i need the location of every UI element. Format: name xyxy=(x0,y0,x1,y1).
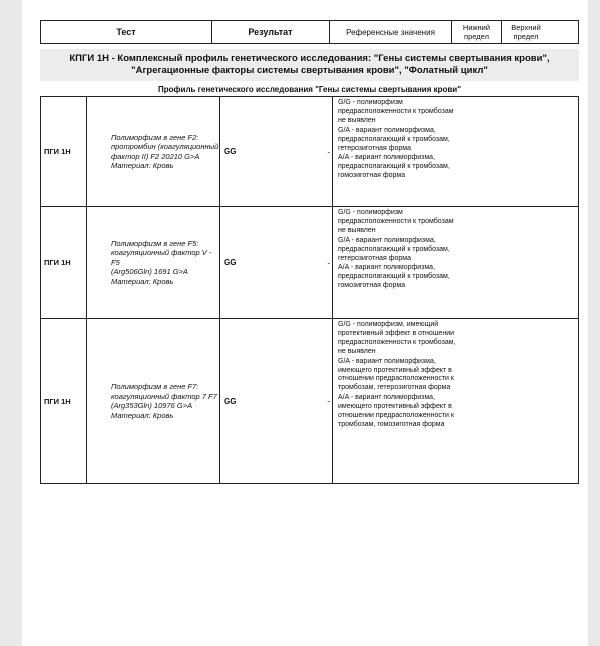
test-line: коагуляционный фактор V - F5 xyxy=(111,248,212,267)
table-row xyxy=(41,319,578,483)
result-dash: - xyxy=(327,258,330,267)
table-row xyxy=(41,207,578,319)
reference-item: G/G - полиморфизм, имеющий протективный эффект в отношении предрасположенности к тромбозам, не выявлен xyxy=(338,321,456,355)
section-title-line2: "Агрегационные факторы системы свертывания крови", "Фолатный цикл" xyxy=(131,65,488,76)
test-line: протромбин (коагуляционный xyxy=(111,142,219,151)
reference-item: G/A - вариант полиморфизма, предрасполагающий к тромбозам, гетерозиготная форма xyxy=(338,236,450,262)
header-reference: Референсные значения xyxy=(330,21,452,43)
result-dash: - xyxy=(327,396,330,406)
reference-item: A/A - вариант полиморфизма, имеющего протективный эффект в отношении предрасположенности к тромбозам, гомозиготная форма xyxy=(338,394,454,428)
header-test: Тест xyxy=(41,21,212,43)
test-line: Полиморфизм в гене F2: xyxy=(111,132,199,142)
profile-subtitle: Профиль генетического исследования "Гены системы свертывания крови" xyxy=(158,85,461,94)
result-cell xyxy=(220,319,333,483)
test-line: коагуляционный фактор 7 F7 xyxy=(111,391,217,401)
test-description xyxy=(87,319,220,483)
header-lower: Нижний предел xyxy=(452,21,502,43)
test-description xyxy=(87,207,220,318)
reference-item: G/G - полиморфизм предрасположенности к тромбозам не выявлен xyxy=(338,99,454,124)
test-code: ПГИ 1Н xyxy=(41,207,87,318)
reference-item: G/G - полиморфизм предрасположенности к тромбозам не выявлен xyxy=(338,209,454,234)
test-description xyxy=(87,97,220,206)
test-material: Материал: Кровь xyxy=(111,161,174,170)
test-line: (Arg353Gln) 10976 G>A xyxy=(111,401,193,410)
document-page xyxy=(22,0,588,646)
header-upper: Верхний предел xyxy=(511,23,541,41)
result-value: GG xyxy=(224,396,237,406)
table-row xyxy=(41,97,578,207)
section-title-line1: КПГИ 1Н - Комплексный профиль генетического исследования: "Гены системы свертывания крови", xyxy=(69,53,550,64)
reference-values xyxy=(333,207,577,318)
result-cell xyxy=(220,97,333,206)
result-value: GG xyxy=(224,147,237,156)
reference-item: A/A - вариант полиморфизма, предрасполагающий к тромбозам, гомозиготная форма xyxy=(338,264,450,290)
result-dash: - xyxy=(327,147,330,156)
results-table xyxy=(40,96,579,484)
reference-values xyxy=(333,319,577,483)
test-material: Материал: Кровь xyxy=(111,276,174,286)
reference-item: G/A - вариант полиморфизма, предрасполагающий к тромбозам, гетерозиготная форма xyxy=(338,126,450,152)
table-header xyxy=(40,20,579,44)
test-line: (Arg506Gln) 1691 G>A xyxy=(111,267,188,277)
test-code: ПГИ 1Н xyxy=(41,97,87,206)
result-cell xyxy=(220,207,333,318)
header-result: Результат xyxy=(212,21,330,43)
test-line: Полиморфизм в гене F7: xyxy=(111,382,199,391)
test-code: ПГИ 1Н xyxy=(41,319,87,483)
test-line: Полиморфизм в гене F5: xyxy=(111,238,199,248)
reference-values xyxy=(333,97,577,206)
section-title xyxy=(40,49,579,81)
test-material: Материал: Кровь xyxy=(111,410,174,420)
reference-item: G/A - вариант полиморфизма, имеющего протективный эффект в отношении предрасположенности к тромбозам, гетерозиготная форма xyxy=(338,357,454,392)
test-line: фактор II) F2 20210 G>A xyxy=(111,151,200,161)
reference-item: A/A - вариант полиморфизма, предрасполагающий к тромбозам, гомозиготная форма xyxy=(338,154,450,180)
result-value: GG xyxy=(224,258,237,267)
